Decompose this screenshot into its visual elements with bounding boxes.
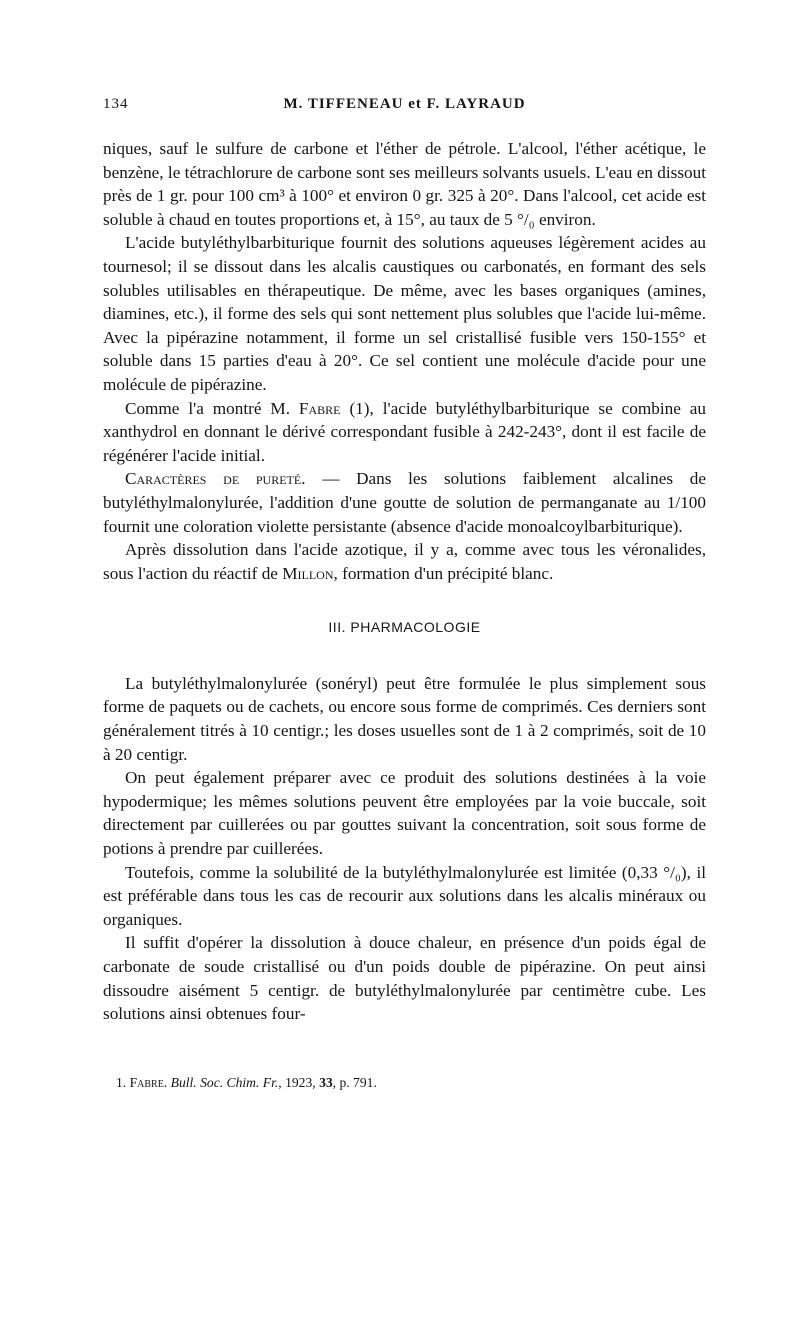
- paragraph-salts: L'acide butyléthylbarbiturique fournit des solutions aqueuses légèrement acides au tournesol; il se dissout dans les alcalis caustiques ou carbonatés, en formant des sels solubles utilisables en thérapeutique. De même, avec les bases organiques (amines, diamines, etc.), il forme des sels qui sont nettement plus solubles que l'acide lui-même. Avec la pipérazine notamment, il forme un sel cristallisé fusible vers 150-155° et soluble dans 15 parties d'eau à 20°. Ce sel contient une molécule d'acide pour une molécule de pipérazine.: [103, 233, 706, 394]
- footnote-author: Fabre.: [129, 1074, 168, 1090]
- text-run: , formation d'un précipité blanc.: [333, 563, 554, 583]
- section-title: III. PHARMACOLOGIE: [328, 619, 481, 636]
- footnote-number: 1.: [116, 1074, 127, 1090]
- footnote-ref: (1): [349, 398, 370, 418]
- page-number: 134: [103, 96, 129, 112]
- footnote-volume: 33: [319, 1074, 333, 1090]
- running-head: M. TIFFENEAU et F. LAYRAUD: [283, 96, 526, 112]
- author-name: Millon: [282, 563, 334, 583]
- paragraph-millon: [103, 538, 706, 585]
- paragraph-purity: [103, 467, 706, 538]
- footnote-journal: Bull. Soc. Chim. Fr.: [170, 1074, 279, 1090]
- text-run: — Dans les solutions faiblement alcalines de butyléthylmalonylurée, l'addition d'une goutte de solution de permanganate au 1/100 fournit une coloration violette persistante (absence d'acide monoalcoylbarbiturique).: [103, 469, 706, 536]
- footnote-year: , 1923,: [278, 1074, 320, 1090]
- paragraph-limited-solubility: Toutefois, comme la solubilité de la butyléthylmalonylurée est limitée (0,33 °/₀), il est préférable dans tous les cas de recourir aux solutions dans les alcalis minéraux ou organiques.: [103, 862, 706, 929]
- paragraph-dissolution: Il suffit d'opérer la dissolution à douce chaleur, en présence d'un poids égal de carbonate de soude cristallisé ou d'un poids double de pipérazine. On peut ainsi dissoudre aisément 5 centigr. de butyléthylmalonylurée par centimètre cube. Les solutions ainsi obtenues four-: [103, 933, 706, 1024]
- paragraph-solutions: On peut également préparer avec ce produit des solutions destinées à la voie hypodermique; les mêmes solutions peuvent être employées par la voie buccale, soit directement par cuillerées ou par gouttes suivant la concentration, soit sous forme de potions à prendre par cuillerées.: [103, 768, 706, 859]
- paragraph-xanthydrol: [103, 397, 706, 468]
- text-run: Après dissolution dans l'acide azotique, il y a, comme avec tous les véronalides, sous l'action du réactif de: [103, 540, 706, 583]
- body-text: [103, 137, 706, 1092]
- page-header: [103, 96, 706, 120]
- author-name: Fabre: [298, 398, 341, 418]
- text-run: Comme l'a montré M.: [125, 398, 299, 418]
- footnote-page: , p. 791.: [332, 1074, 377, 1090]
- paragraph-formulation: La butyléthylmalonylurée (sonéryl) peut être formulée le plus simplement sous forme de paquets ou de cachets, ou encore sous forme de comprimés. Ces derniers sont généralement titrés à 10 centigr.; les doses usuelles sont de 1 à 2 comprimés, soit de 10 à 20 centigr.: [103, 673, 706, 764]
- text-run: , l'acide butyléthylbarbiturique se combine au xanthydrol en donnant le dérivé correspondant fusible à 242-243°, dont il est facile de régénérer l'acide initial.: [103, 398, 706, 465]
- run-in-heading: Caractères de pureté.: [125, 469, 306, 489]
- paragraph-solubility: niques, sauf le sulfure de carbone et l'éther de pétrole. L'alcool, l'éther acétique, le benzène, le tétrachlorure de carbone sont ses meilleurs solvants usuels. L'eau en dissout près de 1 gr. pour 100 cm³ à 100° et environ 0 gr. 325 à 20°. Dans l'alcool, cet acide est soluble à chaud en toutes proportions et, à 15°, au taux de 5 °/₀ environ.: [103, 139, 706, 229]
- footnote: [103, 1074, 706, 1092]
